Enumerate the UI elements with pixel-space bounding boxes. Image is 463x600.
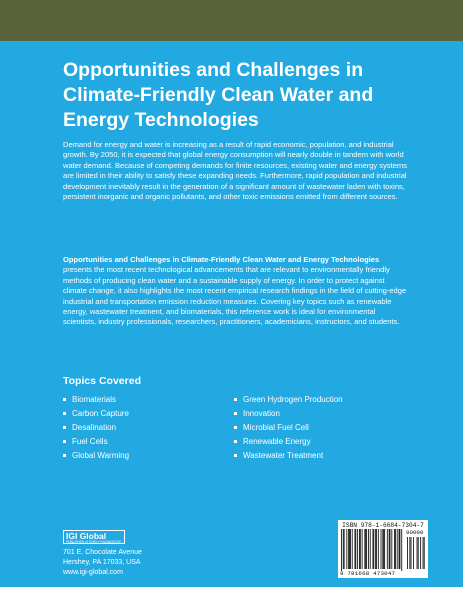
logo-wordmark: IGI Global <box>66 531 107 541</box>
publisher-website: www.igi-global.com <box>63 568 123 576</box>
bullet-icon <box>234 412 237 415</box>
description-paragraph-2 <box>63 255 408 328</box>
publisher-logo <box>63 530 125 544</box>
bullet-icon <box>234 454 237 457</box>
topic-label: Carbon Capture <box>72 409 129 418</box>
topic-label: Green Hydrogen Production <box>243 395 343 404</box>
bottom-border <box>0 587 463 600</box>
topic-label: Global Warming <box>72 451 130 460</box>
bullet-icon <box>234 426 237 429</box>
isbn-barcode <box>338 520 428 578</box>
topic-item <box>234 421 343 435</box>
topic-item <box>234 407 343 421</box>
topic-item <box>234 393 343 407</box>
topic-label: Wastewater Treatment <box>243 451 324 460</box>
bullet-icon <box>63 426 66 429</box>
topic-label: Fuel Cells <box>72 437 108 446</box>
price-code: 90000 <box>406 529 424 536</box>
topics-list-left <box>63 393 129 463</box>
bullet-icon <box>234 398 237 401</box>
description-body: presents the most recent technological advancements that are relevant to environmentally friendly methods of producing clean water and a sustainable supply of energy. In order to protect against climate change, it also highlights the most recent empirical research findings in the field of cutting-edge industrial and transportation emission reduction measures. Covering key topics such as renewable energy, wastewater treatment, and biomaterials, this reference work is ideal for environmental scientists, industry professionals, researchers, practitioners, academicians, instructors, and students. <box>63 265 407 327</box>
topic-item <box>234 435 343 449</box>
bullet-icon <box>63 454 66 457</box>
bullet-icon <box>63 440 66 443</box>
address-line-2: Hershey, PA 17033, USA <box>63 558 141 566</box>
description-paragraph-1: Demand for energy and water is increasing as a result of rapid economic, population, and industrial growth. By 2050, it is expected that global energy consumption will nearly double in tandem with world water demand. Because of competing demands for finite resources, existing water and energy systems are limited in their ability to satisfy these expanding needs. Furthermore, rapid population and industrial development inevitably result in the generation of a significant amount of wastewater laden with toxins, persistent inorganic and organic pollutants, and other toxic emissions emitted from different sources. <box>63 140 407 202</box>
topic-item <box>63 393 129 407</box>
bullet-icon <box>63 398 66 401</box>
isbn-text: ISBN 978-1-6684-7304-7 <box>342 522 424 529</box>
book-title: Opportunities and Challenges in Climate-Friendly Clean Water and Energy Technologies <box>63 59 374 131</box>
topic-item <box>63 421 129 435</box>
bullet-icon <box>234 440 237 443</box>
address-line-1: 701 E. Chocolate Avenue <box>63 549 142 556</box>
bullet-icon <box>63 412 66 415</box>
topic-label: Microbial Fuel Cell <box>243 423 309 432</box>
topic-label: Desalination <box>72 423 117 432</box>
topic-label: Innovation <box>243 409 280 418</box>
topic-item <box>63 407 129 421</box>
topic-item <box>63 449 129 463</box>
topics-heading: Topics Covered <box>63 375 141 387</box>
description-lead-title: Opportunities and Challenges in Climate-Friendly Clean Water and Energy Technologies <box>63 255 380 264</box>
logo-tagline: PUBLISHER of TIMELY KNOWLEDGE <box>66 539 122 544</box>
barcode-number: 9 781668 473047 <box>340 570 396 577</box>
publisher-address <box>63 548 142 577</box>
top-color-band <box>0 0 463 41</box>
topic-label: Renewable Energy <box>243 437 311 446</box>
topic-item <box>234 449 343 463</box>
topic-item <box>63 435 129 449</box>
topic-label: Biomaterials <box>72 395 117 404</box>
topics-list-right <box>234 393 343 463</box>
